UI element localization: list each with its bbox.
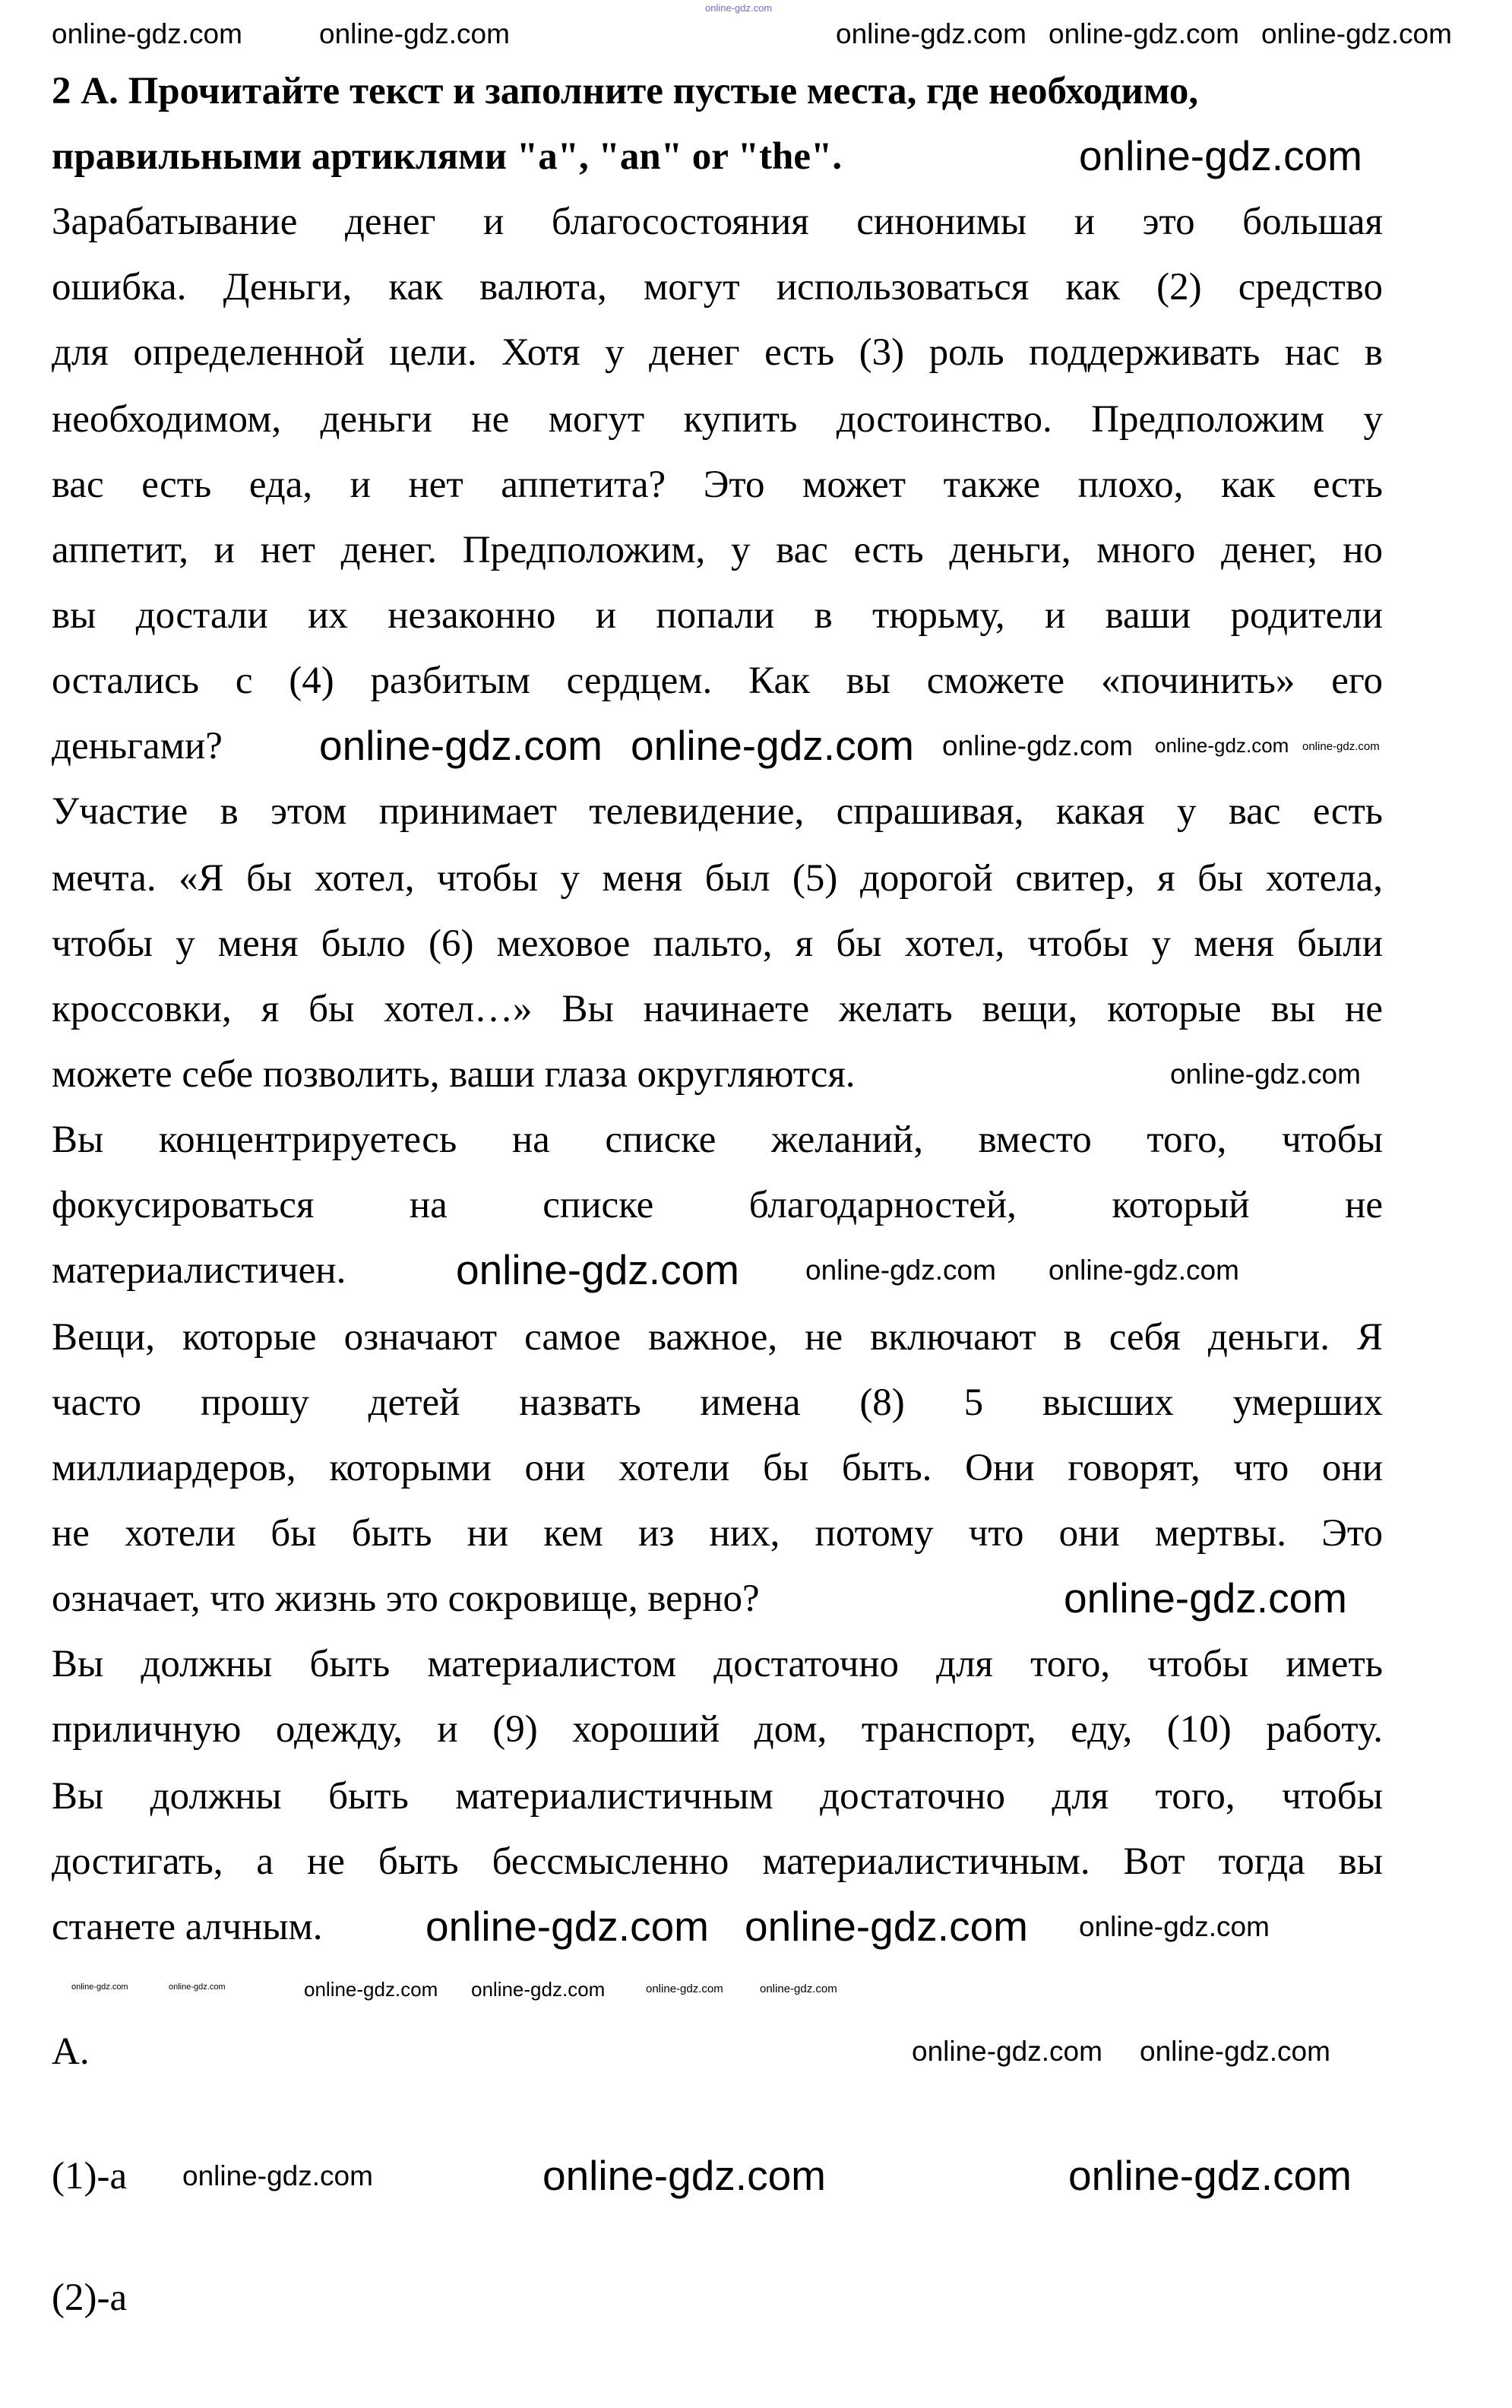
text-line: остались с (4) разбитым сердцем. Как вы сможете «починить» его: [52, 660, 1383, 702]
task-title-line-2: правильными артиклями "a", "an" or "the".: [52, 135, 843, 178]
text-line: для определенной цели. Хотя у денег есть (3) роль поддерживать нас в: [52, 331, 1383, 374]
watermark: online-gdz.com: [319, 722, 603, 769]
watermark: online-gdz.com: [319, 18, 510, 49]
watermark: online-gdz.com: [456, 1246, 739, 1293]
text-line: фокусироваться на списке благодарностей, который не: [52, 1184, 1383, 1226]
watermark: online-gdz.com: [1079, 132, 1362, 179]
watermark: online-gdz.com: [1302, 740, 1380, 753]
watermark: online-gdz.com: [1155, 734, 1289, 757]
watermark: online-gdz.com: [425, 1903, 709, 1950]
text-line: Вы концентрируетесь на списке желаний, вместо того, чтобы: [52, 1119, 1383, 1161]
watermark: online-gdz.com: [912, 2036, 1102, 2067]
text-line: Зарабатывание денег и благосостояния синонимы и это большая: [52, 201, 1383, 243]
text-line: аппетит, и нет денег. Предположим, у вас есть деньги, много денег, но: [52, 529, 1383, 571]
text-line: часто прошу детей назвать имена (8) 5 высших умерших: [52, 1381, 1383, 1424]
text-line: достигать, а не быть бессмысленно материалистичным. Вот тогда вы: [52, 1840, 1383, 1883]
text-line: можете себе позволить, ваши глаза округляются.: [52, 1053, 856, 1096]
text-line: не хотели бы быть ни кем из них, потому что они мертвы. Это: [52, 1512, 1383, 1555]
text-line: материалистичен.: [52, 1249, 346, 1292]
text-line: чтобы у меня было (6) меховое пальто, я бы хотел, чтобы у меня были: [52, 922, 1383, 965]
watermark: online-gdz.com: [1068, 2152, 1352, 2199]
watermark: online-gdz.com: [304, 1978, 438, 2001]
text-line: мечта. «Я бы хотел, чтобы у меня был (5) дорогой свитер, я бы хотела,: [52, 857, 1383, 900]
watermark: online-gdz.com: [471, 1978, 606, 2001]
task-title-line-1: 2 А. Прочитайте текст и заполните пустые места, где необходимо,: [52, 70, 1199, 112]
answer-item: (2)-a: [52, 2277, 128, 2319]
watermark: online-gdz.com: [52, 18, 242, 49]
text-line: Вы должны быть материалистичным достаточно для того, чтобы: [52, 1775, 1383, 1818]
watermark: online-gdz.com: [1261, 18, 1452, 49]
watermark: online-gdz.com: [182, 2160, 373, 2191]
watermark: online-gdz.com: [71, 1982, 128, 1992]
watermark: online-gdz.com: [836, 18, 1026, 49]
text-line: вы достали их незаконно и попали в тюрьму, и ваши родители: [52, 594, 1383, 637]
watermark: online-gdz.com: [631, 722, 914, 769]
text-line: ошибка. Деньги, как валюта, могут использоваться как (2) средство: [52, 266, 1383, 309]
watermark: online-gdz.com: [1049, 1255, 1239, 1286]
answer-item: (1)-a: [52, 2155, 128, 2198]
text-line: Участие в этом принимает телевидение, спрашивая, какая у вас есть: [52, 790, 1383, 833]
watermark: online-gdz.com: [646, 1982, 723, 1995]
watermark: online-gdz.com: [1049, 18, 1239, 49]
text-line: необходимом, деньги не могут купить достоинство. Предположим у: [52, 398, 1383, 441]
watermark: online-gdz.com: [1064, 1574, 1347, 1622]
text-line: кроссовки, я бы хотел…» Вы начинаете желать вещи, которые вы не: [52, 988, 1383, 1030]
text-line: означает, что жизнь это сокровище, верно?: [52, 1577, 760, 1620]
watermark: online-gdz.com: [1170, 1058, 1361, 1090]
watermark: online-gdz.com: [169, 1982, 226, 1992]
answers-heading: A.: [52, 2030, 90, 2073]
text-line: Вы должны быть материалистом достаточно для того, чтобы иметь: [52, 1643, 1383, 1685]
watermark: online-gdz.com: [1140, 2036, 1330, 2067]
text-line: миллиардеров, которыми они хотели бы быть. Они говорят, что они: [52, 1447, 1383, 1489]
text-line: Вещи, которые означают самое важное, не включают в себя деньги. Я: [52, 1316, 1383, 1359]
watermark: online-gdz.com: [942, 730, 1133, 761]
text-line: станете алчным.: [52, 1906, 323, 1948]
watermark: online-gdz.com: [705, 2, 773, 14]
watermark: online-gdz.com: [745, 1903, 1028, 1950]
watermark: online-gdz.com: [760, 1982, 837, 1995]
text-line: приличную одежду, и (9) хороший дом, транспорт, еду, (10) работу.: [52, 1708, 1383, 1751]
watermark: online-gdz.com: [542, 2152, 826, 2199]
text-line: деньгами?: [52, 725, 223, 767]
watermark: online-gdz.com: [805, 1255, 996, 1286]
watermark: online-gdz.com: [1079, 1911, 1270, 1942]
text-line: вас есть еда, и нет аппетита? Это может также плохо, как есть: [52, 464, 1383, 506]
